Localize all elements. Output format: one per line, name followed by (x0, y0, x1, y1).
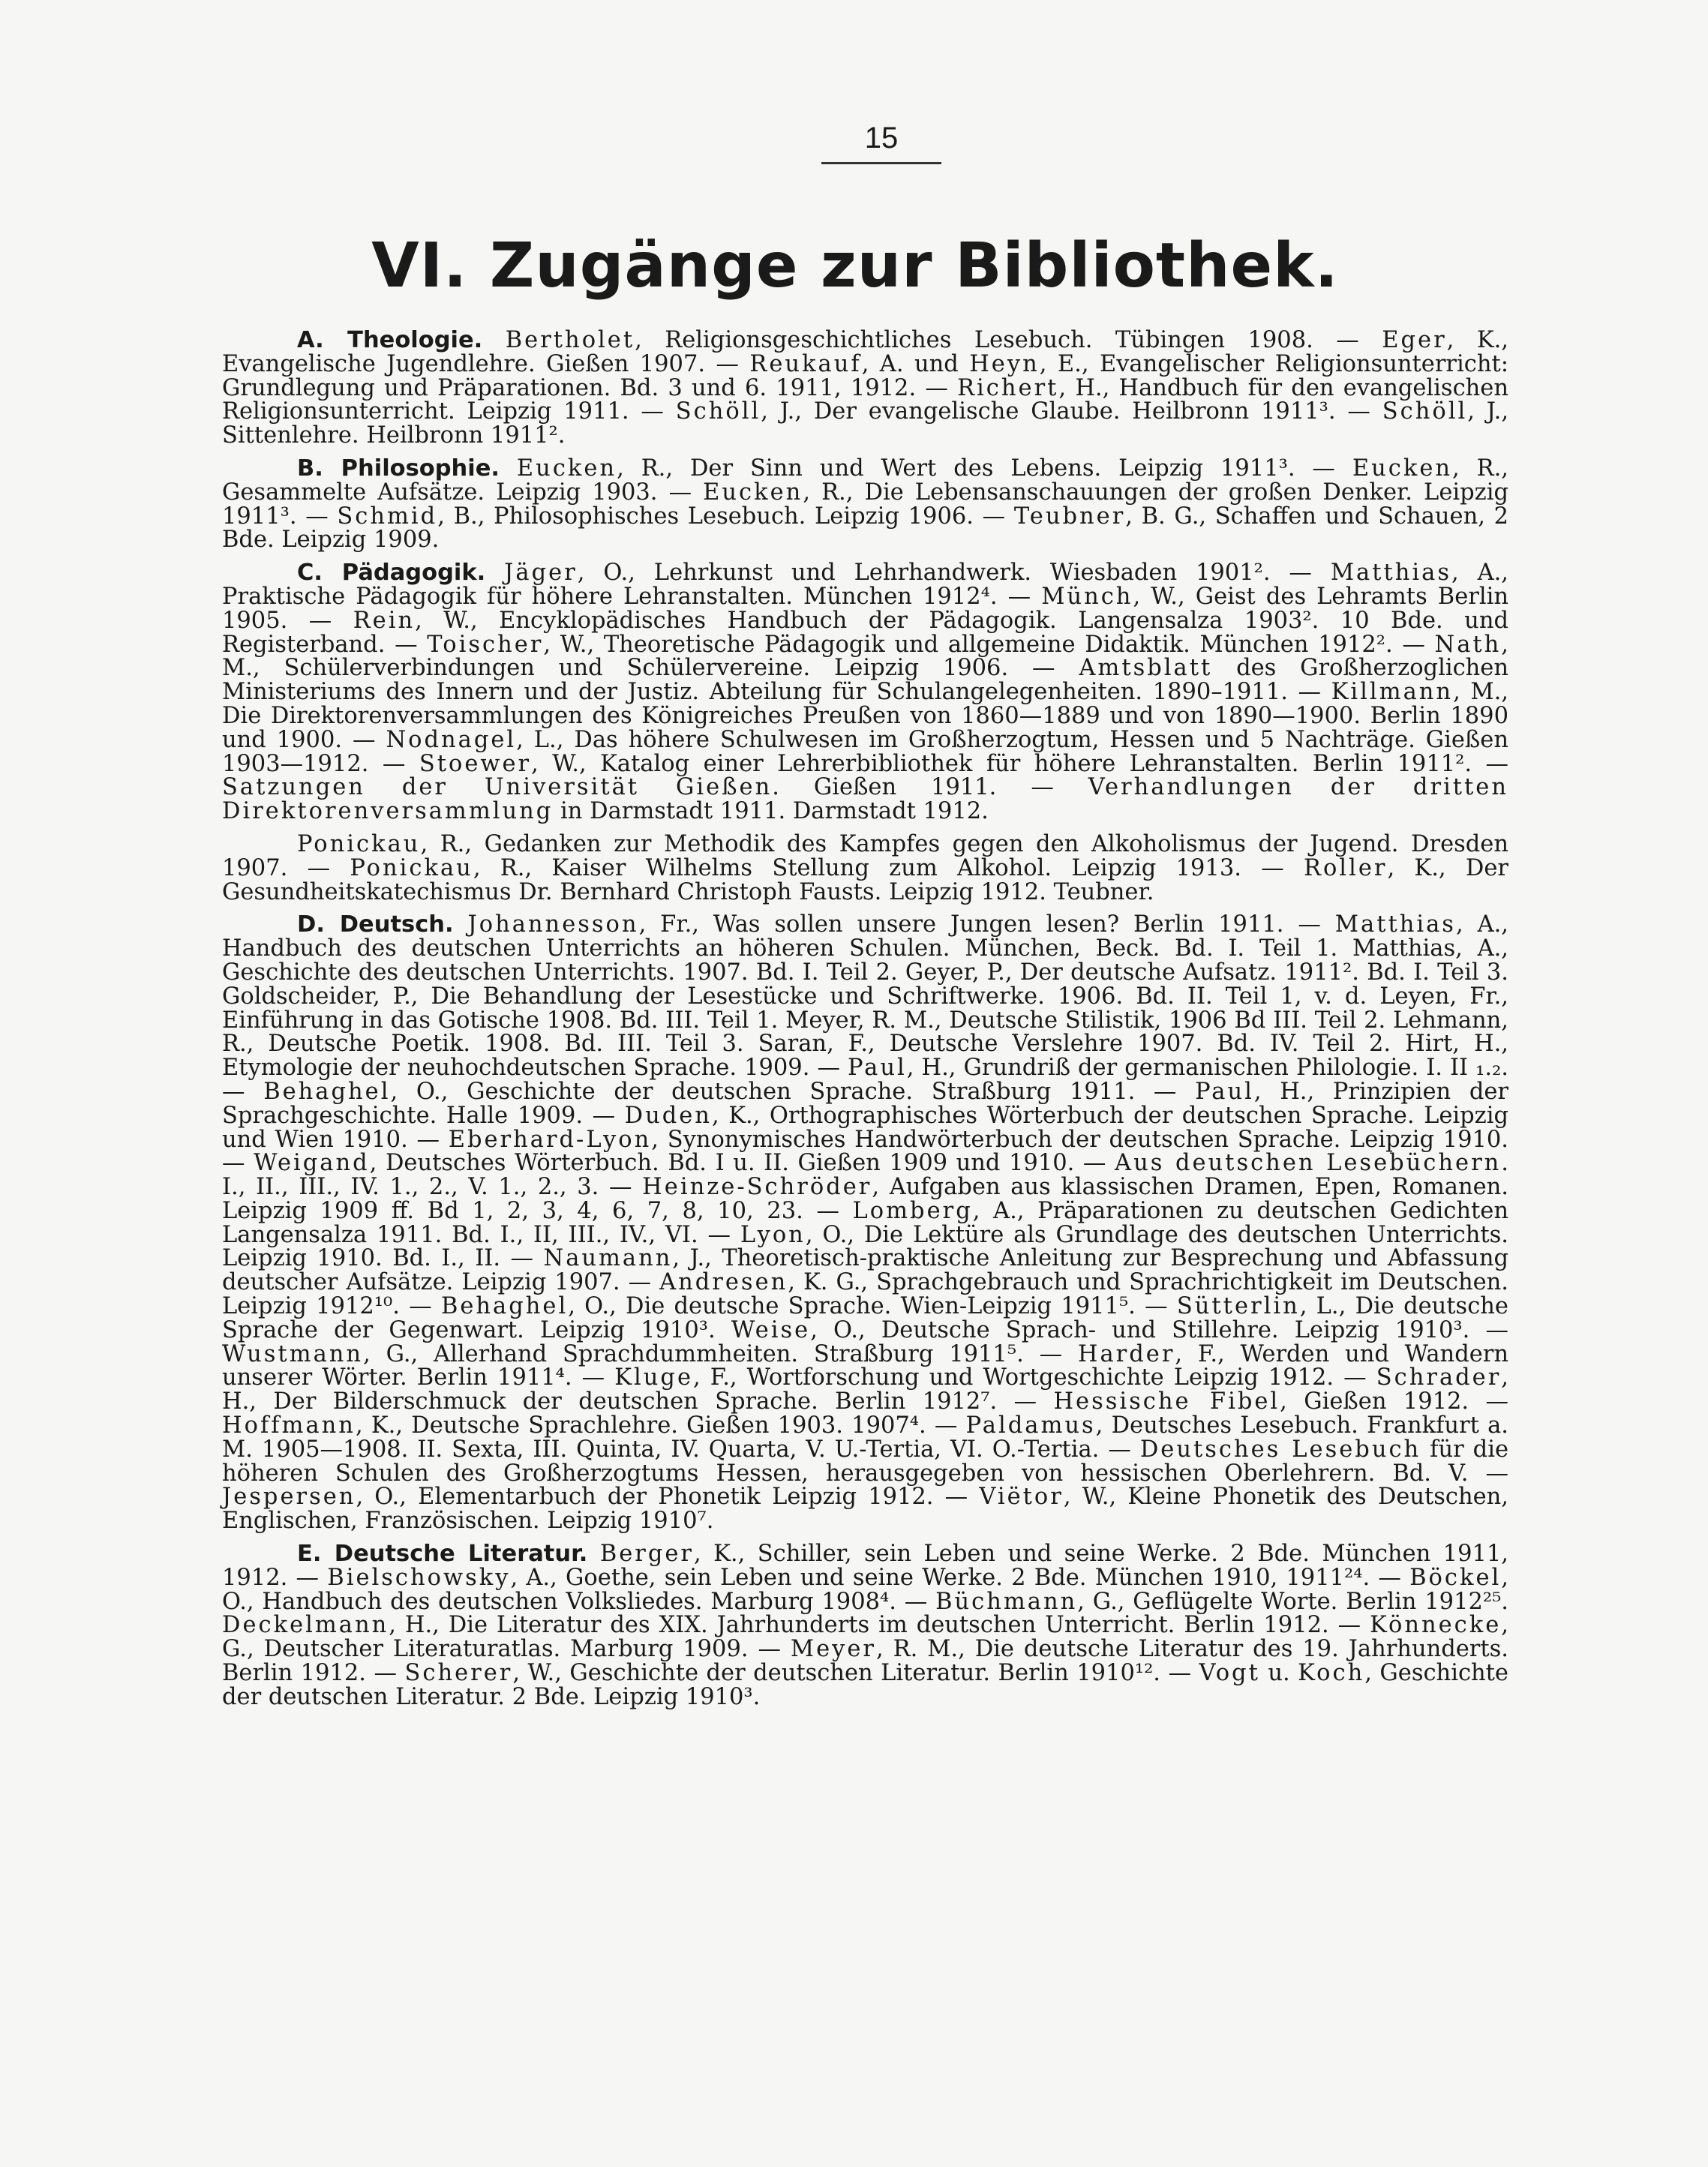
author-name: Aus deutschen Lesebüchern (1115, 1150, 1502, 1177)
entry-text: , O., Deutsche Sprach- und Stillehre. Leipzig 1910³. — (810, 1316, 1509, 1343)
entry-text: . I., II., III., IV. 1., 2., V. 1., 2., 3. — (222, 1150, 1508, 1201)
author-name: Bertholet (505, 327, 635, 353)
entry-text: , E., Evangelischer Religionsunterricht: Grundlegung und Präparationen. Bd. 3 und 6. 1911, 1912. — (222, 350, 1509, 401)
entry-text: , Deutsches Lesebuch. Frankfurt a. M. 1905—1908. II. Sexta, III. Quinta, IV. Quarta, V. U.-Tertia, VI. O.-Tertia. — (222, 1412, 1508, 1463)
subject-heading: A. Theologie. (297, 327, 483, 353)
entry-text: , O., Die deutsche Sprache. Wien-Leipzig 1911⁵. — (568, 1293, 1177, 1320)
author-name: Münch (1041, 583, 1133, 610)
author-name: Büchmann (935, 1588, 1078, 1615)
author-name: Paul (848, 1055, 907, 1082)
entry-text: , L., Die deutsche Sprache der Gegenwart. Leipzig 1910³. (222, 1293, 1508, 1343)
author-name: Lomberg (852, 1197, 973, 1224)
author-name: Johannesson (467, 911, 639, 938)
entry-text: , W., Geschichte der deutschen Literatur. Berlin 1910¹². — (512, 1660, 1199, 1687)
author-name: Sütterlin (1176, 1293, 1300, 1320)
page-number: 15 (864, 122, 899, 155)
entry-text: , W., Theoretische Pädagogik und allgemeine Didaktik. München 1912². — (543, 631, 1435, 658)
entry-text: , L., Das höhere Schulwesen im Großherzogtum, Hessen und 5 Nachträge. Gießen 1903—1912. — (222, 726, 1508, 777)
author-name: Wustmann (222, 1340, 364, 1367)
entry-text: , J., Sittenlehre. Heilbronn 1911². (222, 398, 1509, 449)
author-name: Paul (1195, 1078, 1254, 1105)
bibliography-paragraph (222, 561, 1508, 824)
entry-text: , A., Goethe, sein Leben und seine Werke. 2 Bde. München 1910, 1911²⁴. — (510, 1564, 1410, 1591)
entry-text: , M., Schülerverbindungen und Schülervereine. Leipzig 1906. — (222, 631, 1508, 682)
entry-text: , B. G., Schaffen und Schauen, 2 Bde. Leipzig 1909. (222, 503, 1508, 554)
author-name: Hessische Fibel (1053, 1388, 1280, 1415)
entry-text: , J., Theoretisch-praktische Anleitung zur Besprechung und Abfassung deutscher Aufsätze. Leipzig 1907. — (222, 1245, 1508, 1296)
entry-text: , O., Lehrkunst und Lehrhandwerk. Wiesbaden 1901². — (577, 560, 1331, 587)
entry-text: , O., Die Lektüre als Grundlage des deutschen Unterrichts. Leipzig 1910. Bd. I., II. — (222, 1221, 1509, 1272)
entry-text: , Synonymisches Handwörterbuch der deutschen Sprache. Leipzig 1910. — (222, 1126, 1509, 1177)
subject-heading: C. Pädagogik. (297, 560, 486, 587)
entry-text: , K., Deutsche Sprachlehre. Gießen 1903. 1907⁴. — (355, 1412, 966, 1439)
entry-text: , R., Der Sinn und Wert des Lebens. Leipzig 1911³. — (617, 455, 1352, 482)
entry-text: , G., Deutscher Literaturatlas. Marburg 1909. — (222, 1612, 1508, 1663)
entry-text: , W., Encyklopädisches Handbuch der Pädagogik. Langensalza 1903². 10 Bde. und Registerband. — (222, 607, 1508, 658)
author-name: Andresen (659, 1269, 788, 1296)
author-name: Behaghel (263, 1078, 391, 1105)
entry-text: , H., Prinzipien der Sprachgeschichte. Halle 1909. — (222, 1078, 1508, 1129)
author-name: Koch (1298, 1660, 1365, 1687)
entry-text: , A., Präparationen zu deutschen Gedichten Langensalza 1911. Bd. I., II, III., IV., VI. — (222, 1197, 1508, 1248)
entry-text: , R. M., Die deutsche Literatur des 19. Jahrhunderts. Berlin 1912. — (222, 1636, 1508, 1687)
entry-text: , B., Philosophisches Lesebuch. Leipzig 1906. — (437, 503, 1014, 530)
author-name: Stoewer (419, 750, 532, 777)
author-name: Eberhard-Lyon (448, 1126, 652, 1153)
bibliography-body (222, 329, 1508, 1718)
author-name: Böckel (1409, 1564, 1502, 1591)
author-name: Schrader (1376, 1364, 1502, 1391)
entry-text: in Darmstadt 1911. Darmstadt 1912. (553, 798, 989, 825)
entry-text: , H., Der Bilderschmuck der deutschen Sprache. Berlin 1912⁷. — (222, 1364, 1508, 1415)
entry-text: , H., Handbuch für den evangelischen Religionsunterricht. Leipzig 1911. — (222, 374, 1508, 425)
author-name: Bielschowsky (327, 1564, 511, 1591)
bibliography-paragraph (222, 913, 1508, 1533)
entry-text: , A., Handbuch des deutschen Unterrichts an höheren Schulen. München, Beck. Bd. I. Teil 1. Matthias, A., Geschichte des deutschen Unterrichts. 1907. Bd. I. Teil 2. Geyer, P., Der deutsche Aufsatz. 1911². Bd. I. Teil 3. Goldscheider, P., Die Behandlung der Lesestücke und Schriftwerke. 1906. Bd. II. Teil 1, v. d. Leyen, Fr., Einführung in das Gotische 1908. Bd. III. Teil 1. Meyer, R. M., Deutsche Stilistik, 1906 Bd III. Teil 2. Lehmann, R., Deutsche Poetik. 1908. Bd. III. Teil 3. Saran, F., Deutsche Verslehre 1907. Bd. IV. Teil 2. Hirt, H., Etymologie der neuhochdeutschen Sprache. 1909. — (222, 911, 1508, 1082)
entry-text: , A. und (861, 350, 970, 377)
author-name: Kluge (614, 1364, 694, 1391)
subject-heading: B. Philosophie. (297, 455, 500, 482)
author-name: Nodnagel (386, 726, 517, 753)
author-name: Heinze-Schröder (642, 1174, 872, 1201)
author-name: Jespersen (222, 1484, 356, 1511)
entry-text: , H., Die Literatur des XIX. Jahrhunderts im deutschen Unterricht. Berlin 1912. — (389, 1612, 1370, 1639)
author-name: Deutsches Lesebuch (1139, 1436, 1421, 1463)
author-name: Naumann (543, 1245, 673, 1272)
author-name: Behaghel (440, 1293, 569, 1320)
author-name: Matthias (1330, 560, 1451, 587)
author-name: Schmid (337, 503, 438, 530)
author-name: Könnecke (1370, 1612, 1502, 1639)
entry-text: , K. G., Sprachgebrauch und Sprachrichtigkeit im Deutschen. Leipzig 1912¹⁰. — (222, 1269, 1508, 1320)
entry-text: , O., Elementarbuch der Phonetik Leipzig 1912. — (356, 1484, 980, 1511)
author-name: Ponickau (297, 830, 421, 857)
author-name: Schöll (675, 398, 761, 425)
bibliography-paragraph (222, 329, 1508, 448)
entry-text: für die höheren Schulen des Großherzogtums Hessen, herausgegeben von hessischen Oberlehrern. Bd. V. — (222, 1436, 1509, 1487)
entry-text: , R., Kaiser Wilhelms Stellung zum Alkohol. Leipzig 1913. — (473, 854, 1304, 881)
entry-text: , W., Geist des Lehramts Berlin 1905. — (222, 583, 1508, 634)
entry-text: , W., Kleine Phonetik des Deutschen, Englischen, Französischen. Leipzig 1910⁷. (222, 1484, 1508, 1535)
author-name: Killmann (1331, 679, 1454, 706)
author-name: Vogt (1199, 1660, 1260, 1687)
author-name: Amtsblatt (1079, 655, 1213, 682)
entry-text: . Gießen 1911. — (772, 774, 1088, 801)
section-title: VI. Zugänge zur Bibliothek. (371, 230, 1339, 302)
author-name: Matthias (1334, 911, 1456, 938)
entry-text: , R., Die Lebensanschauungen der großen Denker. Leipzig 1911³. — (222, 479, 1508, 530)
author-name: Scherer (404, 1660, 513, 1687)
entry-text: , K., Evangelische Jugendlehre. Gießen 1907. — (222, 327, 1508, 377)
entry-text: , Religionsgeschichtliches Lesebuch. Tübingen 1908. — (635, 327, 1382, 353)
entry-text: , G., Geflügelte Worte. Berlin 1912²⁵. (1077, 1588, 1508, 1615)
author-name: Eucken (703, 479, 803, 506)
author-name: Weigand (254, 1150, 370, 1177)
author-name: Harder (1077, 1340, 1175, 1367)
entry-text: , J., Der evangelische Glaube. Heilbronn 1911³. — (761, 398, 1382, 425)
bibliography-paragraph (222, 830, 1508, 905)
entry-text: , F., Werden und Wandern unserer Wörter. Berlin 1911⁴. — (222, 1340, 1508, 1391)
entry-text: , K., Schiller, sein Leben und seine Werke. 2 Bde. München 1911, 1912. — (222, 1541, 1508, 1591)
author-name: Lyon (740, 1221, 806, 1248)
entry-text: , M., Die Direktorenversammlungen des Königreiches Preußen von 1860—1889 und von 1890—1900. Berlin 1890 und 1900. — (222, 679, 1508, 753)
author-name: Weise (731, 1316, 811, 1343)
entry-text: , W., Katalog einer Lehrerbibliothek für höhere Lehranstalten. Berlin 1911². — (531, 750, 1508, 777)
author-name: Verhandlungen der dritten Direktorenversammlung (222, 774, 1508, 825)
entry-text: , G., Allerhand Sprachdummheiten. Straßburg 1911⁵. — (363, 1340, 1078, 1367)
author-name: Jäger (504, 560, 578, 587)
entry-text: des Großherzoglichen Ministeriums des Innern und der Justiz. Abteilung für Schulangelegenheiten. 1890–1911. — (222, 655, 1509, 706)
entry-text: , O., Handbuch des deutschen Volksliedes. Marburg 1908⁴. — (222, 1564, 1508, 1615)
entry-text: , H., Grundriß der germanischen Philologie. I. II ₁.₂. — (222, 1055, 1508, 1105)
subject-heading: E. Deutsche Literatur. (297, 1541, 588, 1568)
entry-text: , Geschichte der deutschen Literatur. 2 Bde. Leipzig 1910³. (222, 1660, 1508, 1710)
author-name: Paldamus (965, 1412, 1096, 1439)
entry-text: u. (1259, 1660, 1298, 1687)
author-name: Roller (1303, 854, 1388, 881)
entry-text: , Deutsches Wörterbuch. Bd. I u. II. Gießen 1909 und 1910. — (369, 1150, 1115, 1177)
bibliography-paragraph (222, 1542, 1508, 1709)
author-name: Deckelmann (222, 1612, 389, 1639)
entry-text: , F., Wortforschung und Wortgeschichte Leipzig 1912. — (693, 1364, 1376, 1391)
author-name: Eucken (516, 455, 617, 482)
entry-text: , R., Gedanken zur Methodik des Kampfes gegen den Alkoholismus der Jugend. Dresden 1907. — (222, 830, 1508, 881)
author-name: Eger (1382, 327, 1447, 353)
subject-heading: D. Deutsch. (297, 911, 454, 938)
entry-text: , K., Der Gesundheitskatechismus Dr. Bernhard Christoph Fausts. Leipzig 1912. Teubner. (222, 854, 1508, 905)
author-name: Heyn (969, 350, 1040, 377)
entry-text: , O., Geschichte der deutschen Sprache. Straßburg 1911. — (390, 1078, 1196, 1105)
author-name: Rein (353, 607, 416, 634)
entry-text: , A., Praktische Pädagogik für höhere Lehranstalten. München 1912⁴. — (222, 560, 1508, 610)
author-name: Viëtor (979, 1484, 1064, 1511)
author-name: Hoffmann (222, 1412, 356, 1439)
author-name: Eucken (1352, 455, 1453, 482)
author-name: Teubner (1013, 503, 1126, 530)
author-name: Schöll (1382, 398, 1468, 425)
author-name: Ponickau (350, 854, 473, 881)
author-name: Nath (1434, 631, 1502, 658)
author-name: Meyer (790, 1636, 877, 1663)
author-name: Satzungen der Universität Gießen (222, 774, 773, 801)
entry-text: , Fr., Was sollen unsere Jungen lesen? Berlin 1911. — (638, 911, 1335, 938)
entry-text: , Aufgaben aus klassischen Dramen, Epen, Romanen. Leipzig 1909 ff. Bd 1, 2, 3, 4, 6, 7, 8, 10, 23. — (222, 1174, 1509, 1224)
entry-text: , R., Gesammelte Aufsätze. Leipzig 1903. — (222, 455, 1508, 506)
author-name: Duden (624, 1102, 712, 1129)
author-name: Berger (599, 1541, 695, 1568)
author-name: Toischer (427, 631, 544, 658)
page-number-rule (821, 162, 941, 164)
entry-text: , Gießen 1912. — (1280, 1388, 1508, 1415)
bibliography-paragraph (222, 457, 1508, 552)
entry-text: , K., Orthographisches Wörterbuch der deutschen Sprache. Leipzig und Wien 1910. — (222, 1102, 1508, 1153)
author-name: Reukauf (749, 350, 862, 377)
author-name: Richert (957, 374, 1059, 401)
